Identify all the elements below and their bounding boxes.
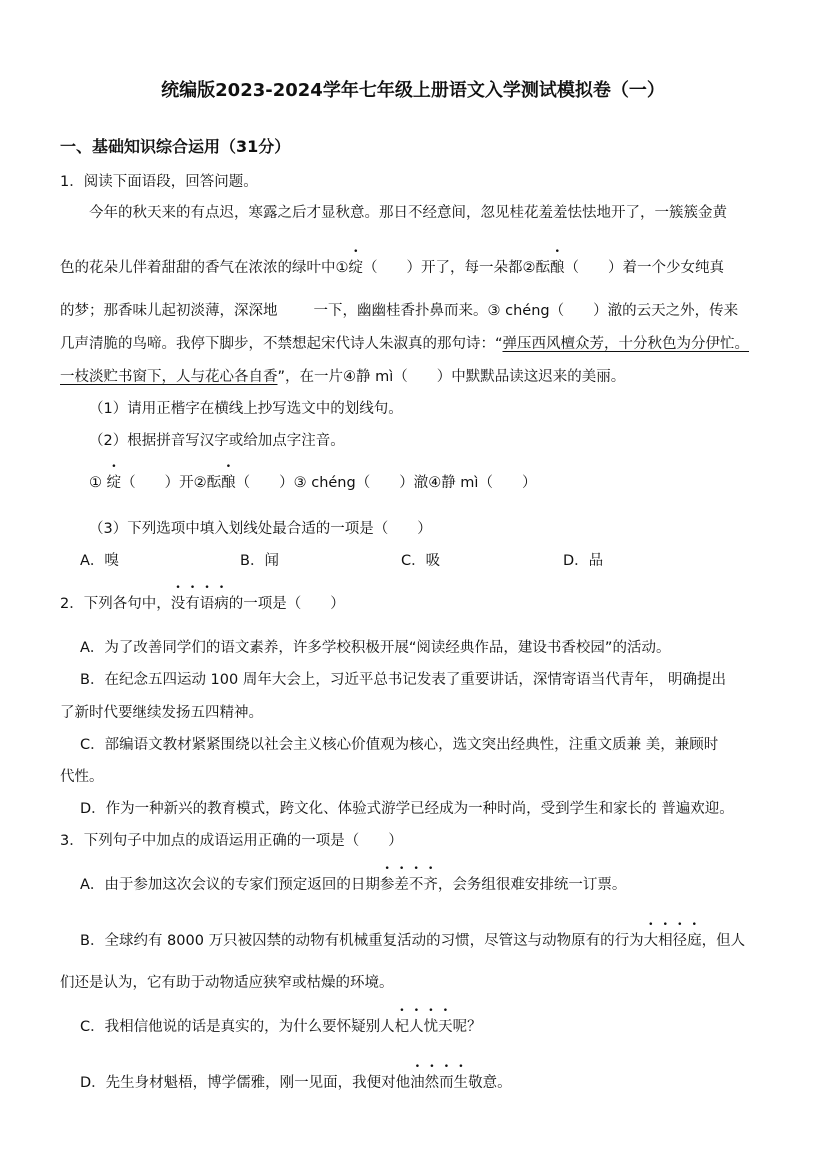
text-span: （ ）开② [121, 475, 207, 491]
q1-sub3: （3）下列选项中填入划线处最合适的一项是（ ） [89, 521, 432, 537]
dotted-char: 差 [394, 877, 409, 893]
dotted-char: 病 [214, 596, 229, 612]
text-span: 敬意。 [468, 1075, 512, 1091]
option-a: A．嗅 [80, 553, 119, 569]
q2-stem [60, 592, 345, 613]
text-span: （ ）开了，每一朵都② [363, 260, 536, 276]
text-span: ① [89, 475, 107, 491]
q1-passage-line4 [60, 332, 749, 353]
dotted-char: 杞 [394, 1019, 410, 1035]
q1-passage-line2 [60, 256, 724, 277]
text-span: 的梦；那香味儿起初淡薄，深深地 [60, 303, 278, 319]
text-span: ，会务组很难安排统一订票。 [437, 877, 627, 893]
text-span: C．我相信他说的话是真实的，为什么要怀疑别人 [80, 1019, 395, 1035]
dotted-idiom [644, 933, 702, 949]
text-span: 2．下列各句中， [60, 596, 171, 612]
q2-option-b-line1: B．在纪念五四运动 100 周年大会上，习近平总书记发表了重要讲话，深情寄语当代青年， 明确提出 [80, 672, 726, 688]
dotted-char: 油 [410, 1075, 425, 1091]
dotted-char: 庭 [687, 933, 702, 949]
text-span: 色的花朵儿伴着甜甜的香气在浓浓的绿叶中① [60, 260, 349, 276]
dotted-char: 不 [408, 877, 424, 893]
page-title: 统编版2023-2024学年七年级上册语文入学测试模拟卷（一） [161, 80, 665, 101]
dotted-char: 语 [199, 596, 215, 612]
q3-option-b-line2: 们还是认为，它有助于动物适应狭窄或枯燥的环境。 [60, 975, 394, 991]
q1-sub2: （2）根据拼音写汉字或给加点字注音。 [89, 433, 345, 449]
dotted-char: 有 [185, 596, 200, 612]
dotted-char: 忧 [423, 1019, 439, 1035]
q2-option-c-line1: C．部编语文教材紧紧围绕以社会主义核心价值观为核心，选文突出经典性，注重文质兼 美，兼顾时 [80, 737, 719, 753]
text-span: 一下，幽幽桂香扑鼻而来。③ chéng（ ）澈的云天之外，传来 [313, 303, 739, 319]
text-span: （ ）着一个少女纯真 [564, 260, 724, 276]
text-span: D．先生身材魁梧，博学儒雅，刚一见面，我便对他 [80, 1075, 411, 1091]
q1-sub1: （1）请用正楷字在横线上抄写选文中的划线句。 [89, 401, 403, 417]
q3-option-d [80, 1071, 512, 1092]
dotted-char: 生 [453, 1075, 469, 1091]
q2-option-a: A．为了改善同学们的语文素养，许多学校积极开展“阅读经典作品，建设书香校园”的活动。 [80, 640, 671, 656]
dotted-phrase [171, 596, 229, 612]
q1-passage-line5 [60, 365, 625, 386]
q3-option-a [80, 873, 626, 894]
dotted-char: 绽 [348, 260, 363, 276]
option-c: C．吸 [401, 553, 441, 569]
dotted-char: 大 [643, 933, 659, 949]
text-span: ，但人 [701, 933, 746, 949]
dotted-char: 酿 [550, 260, 565, 276]
dotted-char: 径 [672, 933, 688, 949]
dotted-char: 相 [658, 933, 673, 949]
text-span: 呢？ [452, 1019, 482, 1035]
char: 酝 [206, 475, 222, 491]
q2-option-c-line2: 代性。 [60, 769, 104, 785]
text-span: 的一项是（ ） [228, 596, 345, 612]
underlined-poem: 弹压西风檀众芳，十分秋色为分伊忙。 [502, 336, 750, 352]
section-heading: 一、基础知识综合运用（31分） [60, 137, 291, 156]
underlined-poem: 一枝淡贮书窗下，人与花心各自香 [60, 369, 278, 385]
q1-sub2-items [89, 471, 536, 492]
dotted-idiom [410, 1075, 468, 1091]
dotted-char: 参 [379, 877, 395, 893]
dotted-idiom [395, 1019, 453, 1035]
dotted-char: 齐 [423, 877, 438, 893]
q1-passage-line3 [60, 299, 738, 320]
q3-stem: 3．下列句子中加点的成语运用正确的一项是（ ） [60, 833, 403, 849]
q3-option-c [80, 1015, 482, 1036]
text-span: 几声清脆的鸟啼。我停下脚步，不禁想起宋代诗人朱淑真的那句诗：“ [60, 336, 503, 352]
option-d: D．品 [563, 553, 604, 569]
q2-option-d: D．作为一种新兴的教育模式，跨文化、体验式游学已经成为一种时尚，受到学生和家长的 普遍欢迎。 [80, 801, 734, 817]
dotted-char: 人 [409, 1019, 424, 1035]
option-b: B．闻 [240, 553, 279, 569]
dotted-char: 然 [424, 1075, 440, 1091]
text-span: ”，在一片④静 mì（ ）中默默品读这迟来的美丽。 [277, 369, 626, 385]
text-span: B．全球约有 8000 万只被囚禁的动物有机械重复活动的习惯，尽管这与动物原有的行为 [80, 933, 644, 949]
text-span: A．由于参加这次会议的专家们预定返回的日期 [80, 877, 380, 893]
dotted-char: 天 [438, 1019, 453, 1035]
q2-option-b-line2: 了新时代要继续发扬五四精神。 [60, 705, 263, 721]
q1-passage-line1: 今年的秋天来的有点迟，寒露之后才显秋意。那日不经意间，忽见桂花羞羞怯怯地开了，一簇簇金黄 [89, 205, 727, 221]
q3-option-b-line1 [80, 929, 745, 950]
dotted-char: 绽 [106, 475, 122, 491]
dotted-char: 酿 [221, 475, 236, 491]
dotted-char: 没 [170, 596, 186, 612]
dotted-char: 而 [439, 1075, 454, 1091]
dotted-idiom [380, 877, 438, 893]
q1-stem: 1．阅读下面语段，回答问题。 [60, 174, 258, 190]
text-span: （ ）③ chéng（ ）澈④静 mì（ ） [235, 475, 537, 491]
char: 酝 [535, 260, 550, 276]
